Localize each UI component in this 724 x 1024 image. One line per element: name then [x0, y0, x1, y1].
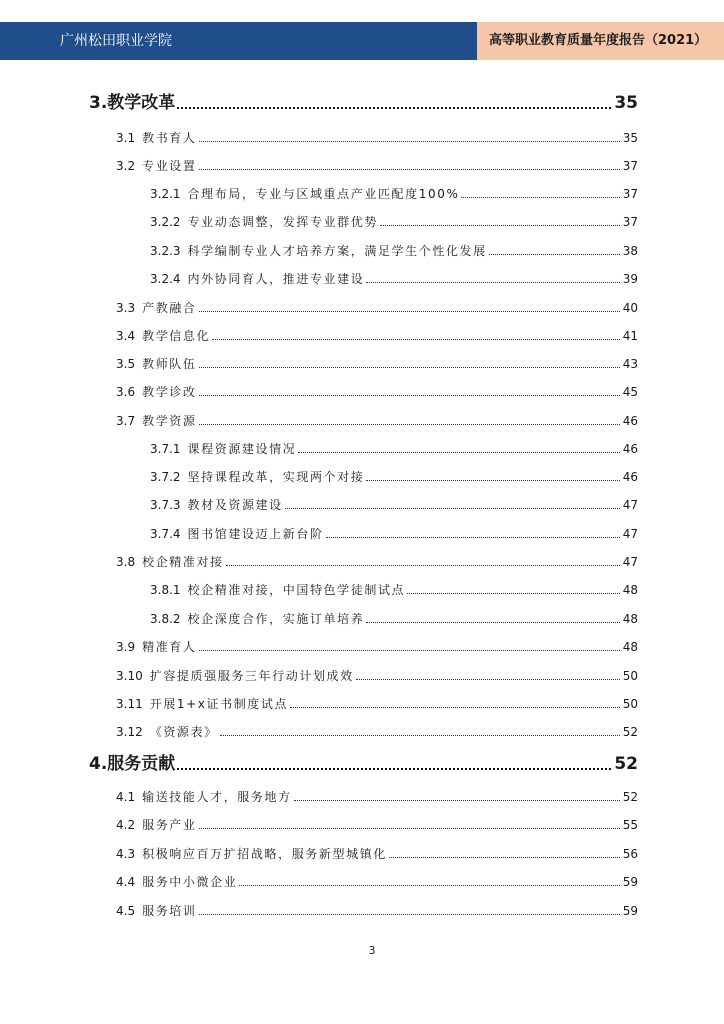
toc-title: 坚持课程改革，实现两个对接 [187, 470, 365, 484]
toc-number: 3.2 [116, 159, 136, 173]
toc-section[interactable] [116, 350, 638, 372]
toc-number: 3.7.2 [150, 470, 181, 484]
dot-leader [199, 395, 620, 396]
toc-page-number: 52 [622, 790, 638, 804]
toc-title: 教学信息化 [142, 329, 211, 343]
toc-page-number: 46 [622, 414, 638, 428]
toc-section[interactable] [116, 718, 638, 740]
toc-title: 服务中小微企业 [142, 875, 238, 889]
toc-title: 服务培训 [142, 904, 197, 918]
dot-leader [489, 254, 620, 255]
dot-leader [380, 225, 620, 226]
toc-title: 教书育人 [142, 131, 197, 145]
dot-leader [298, 452, 619, 453]
toc-title: 校企精准对接，中国特色学徒制试点 [187, 583, 406, 597]
toc-page-number: 38 [622, 244, 638, 258]
dot-leader [177, 768, 611, 770]
toc-number: 4.3 [116, 847, 136, 861]
toc-number: 4.1 [116, 790, 136, 804]
toc-number: 3.8.1 [150, 583, 181, 597]
dot-leader [366, 480, 619, 481]
toc-number: 3.5 [116, 357, 136, 371]
toc-section[interactable] [116, 548, 638, 570]
toc-subsection[interactable] [150, 463, 638, 485]
toc-page-number: 50 [622, 669, 638, 683]
toc-page-number: 48 [622, 640, 638, 654]
toc-subsection[interactable] [150, 180, 638, 202]
toc-page-number: 43 [622, 357, 638, 371]
toc-number: 3.7 [116, 414, 136, 428]
toc-section[interactable] [116, 662, 638, 684]
toc-title: 教学改革 [107, 93, 176, 113]
page-number: 3 [368, 944, 376, 957]
dot-leader [199, 424, 620, 425]
toc-page-number: 47 [622, 527, 638, 541]
toc-page-number: 59 [622, 875, 638, 889]
toc-title: 课程资源建设情况 [187, 442, 297, 456]
toc-section[interactable] [116, 868, 638, 890]
toc-section[interactable] [116, 633, 638, 655]
toc-section[interactable] [116, 783, 638, 805]
toc-page-number: 52 [622, 725, 638, 739]
toc-number: 3.12 [116, 725, 143, 739]
toc-page-number: 48 [622, 583, 638, 597]
page-header [0, 22, 724, 60]
toc-title: 校企深度合作，实施订单培养 [187, 612, 365, 626]
toc-title: 科学编制专业人才培养方案，满足学生个性化发展 [187, 244, 487, 258]
toc-section[interactable] [116, 407, 638, 429]
toc-number: 3.11 [116, 697, 143, 711]
toc-subsection[interactable] [150, 237, 638, 259]
toc-page-number: 37 [622, 159, 638, 173]
dot-leader [239, 885, 619, 886]
toc-page-number: 59 [622, 904, 638, 918]
dot-leader [220, 735, 620, 736]
toc-title: 教师队伍 [142, 357, 197, 371]
report-title: 高等职业教育质量年度报告（2021） [477, 22, 724, 60]
toc-title: 图书馆建设迈上新台阶 [187, 527, 324, 541]
toc-page-number: 46 [622, 442, 638, 456]
toc-section[interactable] [116, 152, 638, 174]
toc-title: 内外协同育人，推进专业建设 [187, 272, 365, 286]
toc-title: 专业设置 [142, 159, 197, 173]
dot-leader [326, 537, 620, 538]
toc-number: 4. [89, 754, 108, 774]
toc-number: 4.4 [116, 875, 136, 889]
toc-subsection[interactable] [150, 605, 638, 627]
toc-subsection[interactable] [150, 520, 638, 542]
toc-page-number: 46 [622, 470, 638, 484]
toc-page-number: 35 [614, 93, 638, 113]
toc-number: 4.2 [116, 818, 136, 832]
toc-number: 3.9 [116, 640, 136, 654]
dot-leader [199, 311, 620, 312]
toc-title: 教材及资源建设 [187, 498, 283, 512]
toc-section[interactable] [116, 811, 638, 833]
toc-title: 专业动态调整，发挥专业群优势 [187, 215, 378, 229]
toc-page-number: 52 [614, 754, 638, 774]
toc-section[interactable] [116, 690, 638, 712]
toc-number: 3.2.2 [150, 215, 181, 229]
toc-page-number: 45 [622, 385, 638, 399]
toc-page-number: 41 [622, 329, 638, 343]
dot-leader [226, 565, 620, 566]
toc-subsection[interactable] [150, 265, 638, 287]
toc-title: 校企精准对接 [142, 555, 224, 569]
toc-section[interactable] [116, 897, 638, 919]
toc-title: 积极响应百万扩招战略，服务新型城镇化 [142, 847, 387, 861]
toc-page-number: 47 [622, 498, 638, 512]
toc-page-number: 40 [622, 301, 638, 315]
toc-number: 3.2.4 [150, 272, 181, 286]
dot-leader [199, 914, 620, 915]
toc-page-number: 50 [622, 697, 638, 711]
toc-number: 3.2.1 [150, 187, 181, 201]
toc-page-number: 48 [622, 612, 638, 626]
toc-number: 3.7.1 [150, 442, 181, 456]
toc-title: 产教融合 [142, 301, 197, 315]
dot-leader [285, 508, 620, 509]
toc-subsection[interactable] [150, 208, 638, 230]
toc-title: 合理布局，专业与区域重点产业匹配度100% [187, 187, 460, 201]
toc-chapter[interactable] [89, 88, 638, 114]
toc-number: 3.3 [116, 301, 136, 315]
toc-title: 《资源表》 [149, 725, 218, 739]
toc-page-number: 37 [622, 187, 638, 201]
toc-page-number: 35 [622, 131, 638, 145]
toc-section[interactable] [116, 124, 638, 146]
toc-number: 3.2.3 [150, 244, 181, 258]
dot-leader [389, 857, 620, 858]
toc-number: 3.7.3 [150, 498, 181, 512]
toc-page-number: 56 [622, 847, 638, 861]
dot-leader [199, 367, 620, 368]
toc-subsection[interactable] [150, 576, 638, 598]
dot-leader [366, 282, 619, 283]
toc-title: 教学资源 [142, 414, 197, 428]
dot-leader [199, 169, 620, 170]
toc-title: 精准育人 [142, 640, 197, 654]
toc-number: 3.8.2 [150, 612, 181, 626]
toc-subsection[interactable] [150, 435, 638, 457]
dot-leader [366, 622, 619, 623]
toc-section[interactable] [116, 322, 638, 344]
toc-page-number: 47 [622, 555, 638, 569]
dot-leader [407, 593, 620, 594]
toc-title: 扩容提质强服务三年行动计划成效 [149, 669, 354, 683]
dot-leader [199, 650, 620, 651]
toc-title: 教学诊改 [142, 385, 197, 399]
dot-leader [199, 828, 620, 829]
school-name: 广州松田职业学院 [0, 22, 477, 60]
dot-leader [356, 679, 620, 680]
dot-leader [290, 707, 620, 708]
toc-page-number: 55 [622, 818, 638, 832]
dot-leader [199, 141, 620, 142]
dot-leader [461, 197, 619, 198]
toc-page-number: 37 [622, 215, 638, 229]
toc-section[interactable] [116, 294, 638, 316]
toc-number: 3.4 [116, 329, 136, 343]
toc-subsection[interactable] [150, 491, 638, 513]
toc-title: 服务产业 [142, 818, 197, 832]
toc-section[interactable] [116, 840, 638, 862]
toc-section[interactable] [116, 378, 638, 400]
dot-leader [177, 107, 611, 109]
toc-number: 3.6 [116, 385, 136, 399]
toc-number: 3.10 [116, 669, 143, 683]
toc-number: 3. [89, 93, 108, 113]
toc-number: 3.8 [116, 555, 136, 569]
toc-number: 3.7.4 [150, 527, 181, 541]
toc-title: 输送技能人才，服务地方 [142, 790, 292, 804]
toc-chapter[interactable] [89, 749, 638, 775]
dot-leader [294, 800, 620, 801]
toc-title: 服务贡献 [107, 754, 176, 774]
toc-title: 开展1+x证书制度试点 [149, 697, 289, 711]
toc-number: 3.1 [116, 131, 136, 145]
toc-number: 4.5 [116, 904, 136, 918]
toc-page-number: 39 [622, 272, 638, 286]
dot-leader [212, 339, 620, 340]
